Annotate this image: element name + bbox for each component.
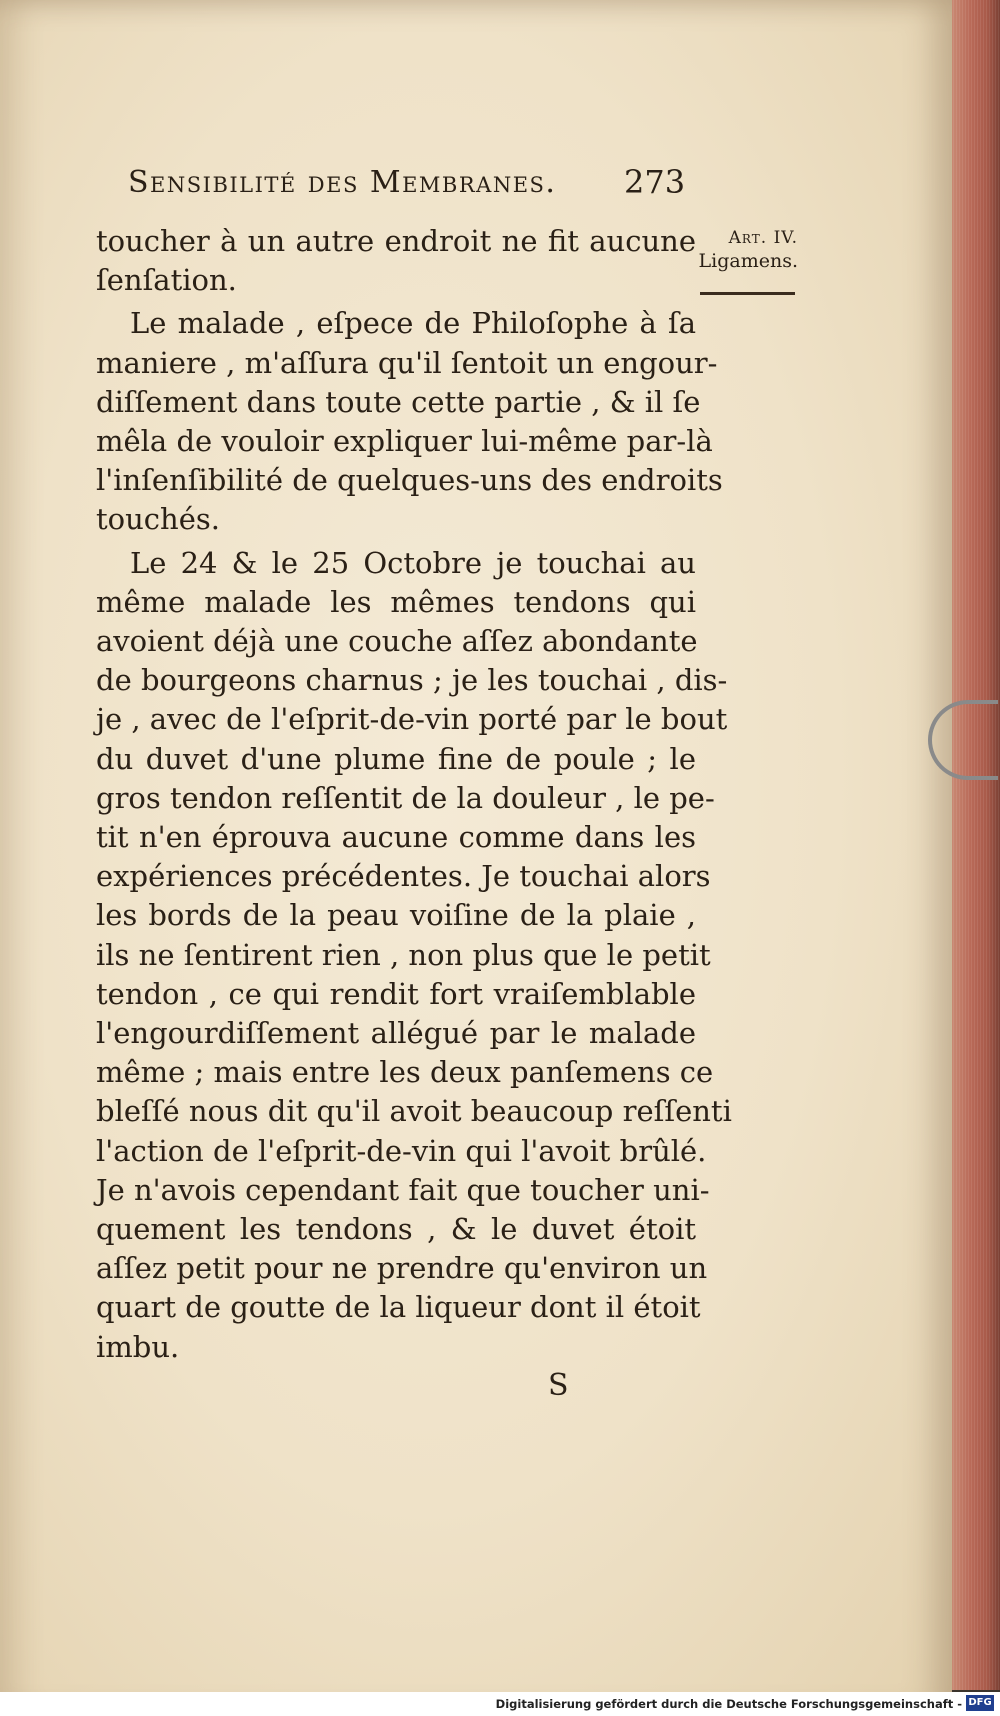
margin-note-article: Art. IV.: [728, 228, 798, 248]
text-line: mêla de vouloir expliquer lui-même par-là: [96, 424, 713, 459]
text-line: aſſez petit pour ne prendre qu'environ un: [96, 1251, 708, 1286]
margin-note-topic: Ligamens.: [698, 250, 798, 272]
text-line: l'inſenſibilité de quelques-uns des endroits: [96, 463, 723, 498]
text-line: maniere , m'aſſura qu'il ſentoit un engour-: [96, 345, 718, 380]
text-line: tendon , ce qui rendit fort vraiſemblable: [96, 976, 696, 1011]
text-line: avoient déjà une couche aſſez abondante: [96, 624, 698, 659]
text-line: quart de goutte de la liqueur dont il étoit: [96, 1290, 701, 1325]
text-line: toucher à un autre endroit ne fit aucune: [96, 224, 696, 258]
text-line: même malade les mêmes tendons qui: [96, 584, 696, 619]
page-clip: [928, 700, 998, 780]
text-line: je , avec de l'eſprit-de-vin porté par le bout: [96, 702, 728, 737]
text-line: du duvet d'une plume fine de poule ; le: [96, 741, 696, 776]
text-line: gros tendon reſſentit de la douleur , le pe-: [96, 780, 715, 815]
text-line: l'action de l'eſprit-de-vin qui l'avoit brûlé.: [96, 1133, 707, 1168]
running-head: Sensibilité des Membranes.: [128, 165, 557, 200]
text-line: tit n'en éprouva aucune comme dans les: [96, 820, 696, 855]
text-line: ſenſation.: [96, 263, 237, 298]
text-line: même ; mais entre les deux panſemens ce: [96, 1055, 714, 1090]
margin-rule: [700, 292, 795, 295]
text-line: bleſſé nous dit qu'il avoit beaucoup reſſenti: [96, 1094, 732, 1129]
text-line: Le malade , eſpece de Philoſophe à ſa: [130, 306, 696, 341]
text-line: Le 24 & le 25 Octobre je touchai au: [130, 545, 696, 580]
text-line: expériences précédentes. Je touchai alors: [96, 859, 711, 894]
text-line: l'engourdiſſement allégué par le malade: [96, 1016, 696, 1051]
body-text: [96, 222, 732, 1367]
margin-note: [688, 228, 798, 272]
dfg-logo-icon: DFG: [966, 1695, 994, 1711]
text-line: touchés.: [96, 502, 220, 537]
text-line: les bords de la peau voiſine de la plaie ,: [96, 898, 696, 933]
text-line: ils ne ſentirent rien , non plus que le petit: [96, 937, 711, 972]
catchword: S: [548, 1368, 569, 1403]
text-line: Je n'avois cependant fait que toucher uni-: [96, 1172, 710, 1207]
text-line: diſſement dans toute cette partie , & il ſe: [96, 384, 701, 419]
page-number: 273: [624, 163, 686, 201]
text-line: imbu.: [96, 1329, 180, 1364]
footer-credit: Digitalisierung gefördert durch die Deutsche Forschungsgemeinschaft -: [495, 1697, 962, 1711]
text-line: de bourgeons charnus ; je les touchai , dis-: [96, 663, 728, 698]
text-line: quement les tendons , & le duvet étoit: [96, 1212, 696, 1247]
